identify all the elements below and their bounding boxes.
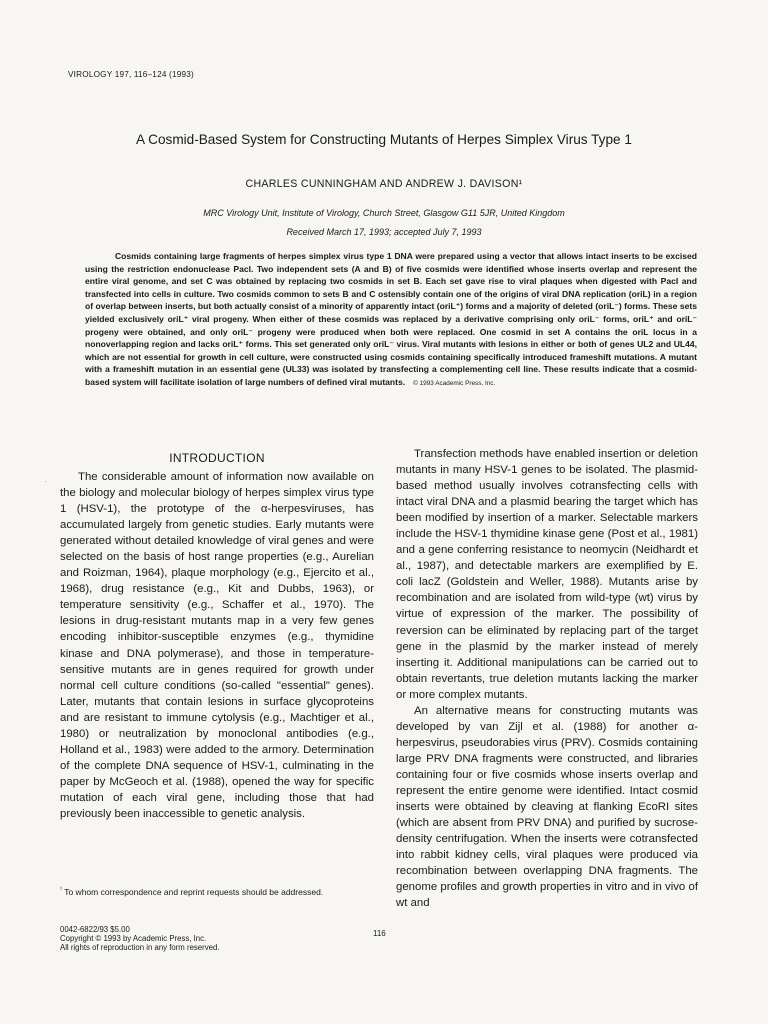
article-title: A Cosmid-Based System for Constructing Mutants of Herpes Simplex Virus Type 1 <box>136 132 632 147</box>
intro-heading-wrap <box>60 451 374 472</box>
intro-paragraph-2: Transfection methods have enabled insertion or deletion mutants in many HSV-1 genes to be isolated. The plasmid-based method usually involves cotransfecting cells with intact viral DNA and a plasmid bearing the target which has been modified by insertion of a marker. Selectable markers include the HSV-1 thymidine kinase gene (Post et al., 1981) and a gene conferring resistance to neomycin (Neidhardt et al., 1987), and detectable markers are exemplified by E. coli lacZ (Goldstein and Weller, 1988). Mutants arise by recombination and are isolated from wild-type (wt) virus by virtue of expression of the marker. The possibility of reversion can be eliminated by replacing part of the target gene in the plasmid by the marker instead of merely inserting it. Additional manipulations can be carried out to obtain revertants, true deletion mutants lacking the marker or more complex mutants. <box>396 448 698 701</box>
article-authors: CHARLES CUNNINGHAM AND ANDREW J. DAVISON¹ <box>245 178 523 190</box>
footnote <box>60 884 350 898</box>
footer-rights: All rights of reproduction in any form reserved. <box>60 943 220 952</box>
left-column <box>60 469 374 822</box>
footer-copyright: Copyright © 1993 by Academic Press, Inc. <box>60 934 207 943</box>
footnote-text: To whom correspondence and reprint requests should be addressed. <box>64 886 324 897</box>
abstract <box>85 250 697 391</box>
abstract-text: Cosmids containing large fragments of herpes simplex virus type 1 DNA were prepared using a vector that allows intact inserts to be excised using the restriction endonuclease PacI. Two independent sets (A and B) of five cosmids were identified whose inserts overlap and represent the entire viral genome, and set C was obtained by replacing two cosmids in set B. Each set gave rise to viral plaques when digested with PacI and transfected into cells in culture. Two cosmids common to sets B and C ostensibly contain one of the origins of viral DNA replication (oriL) in a region of overlap between inserts, but both actually consist of a minority of apparently intact (oriL⁺) forms and a majority of deleted (oriL⁻) forms. These sets yielded exclusively oriL⁺ viral progeny. When either of these cosmids was replaced by a derivative comprising only oriL⁻ forms, oriL⁺ and oriL⁻ progeny were obtained, and only oriL⁻ progeny were produced when both were replaced. One cosmid in set A contains the oriL locus in a nonoverlapping region and lacks oriL⁺ forms. This set generated only oriL⁻ virus. Viral mutants with lesions in either or both of genes UL2 and UL44, which are not essential for growth in cell culture, were constructed using cosmids containing specifically introduced frameshift mutations. A mutant with a frameshift mutation in an essential gene (UL33) was isolated by transfecting a complementing cell line. These results indicate that a cosmid-based system will facilitate isolation of large numbers of defined viral mutants. <box>85 251 697 387</box>
abstract-copyright: © 1993 Academic Press, Inc. <box>413 379 496 387</box>
journal-citation: VIROLOGY 197, 116–124 (1993) <box>68 70 194 79</box>
introduction-heading: INTRODUCTION <box>169 451 265 465</box>
intro-paragraph-1: The considerable amount of information now available on the biology and molecular biology of herpes simplex virus type 1 (HSV-1), the prototype of the α-herpesviruses, has accumulated largely from genetic studies. Early mutants were generated without detailed knowledge of viral genes and were selected on the basis of host range properties (e.g., Aurelian and Roizman, 1964), plaque morphology (e.g., Ejercito et al., 1968), drug resistance (e.g., Kit and Dubbs, 1963), or temperature sensitivity (e.g., Schaffer et al., 1970). The lesions in drug-resistant mutants map in a very few genes encoding inhibitor-susceptible enzymes (e.g., thymidine kinase and DNA polymerase), and those in temperature-sensitive mutants are in genes required for growth under normal cell culture conditions (so-called "essential" genes). Later, mutants that contain lesions in surface glycoproteins and are resistant to immune cytolysis (e.g., Machtiger et al., 1980) or neutralization by monoclonal antibodies (e.g., Holland et al., 1983) were added to the armory. Determination of the complete DNA sequence of HSV-1, culminating in the paper by McGeoch et al. (1988), opened the way for specific mutation of each viral gene, including those that had previously been inaccessible to genetic analysis. <box>60 471 374 820</box>
scan-mark: · <box>45 479 47 485</box>
footer-publication-info <box>60 925 219 952</box>
footnote-marker: ¹ <box>60 887 62 893</box>
right-column <box>396 446 698 911</box>
footer-code: 0042-6822/93 $5.00 <box>60 925 130 934</box>
author-affiliation: MRC Virology Unit, Institute of Virology, Church Street, Glasgow G11 5JR, United Kingdom <box>203 208 565 218</box>
intro-paragraph-3: An alternative means for constructing mutants was developed by van Zijl et al. (1988) for another α-herpesvirus, pseudorabies virus (PRV). Cosmids containing large PRV DNA fragments were constructed, and libraries containing four or five cosmids whose inserts overlap and represent the entire genome were identified. Intact cosmid inserts were obtained by cleaving at flanking EcoRI sites (which are absent from PRV DNA) and purified by sucrose-density centrifugation. When the inserts were cotransfected into rabbit kidney cells, viral plaques were produced via recombination between overlapping DNA fragments. The genome profiles and growth properties in vitro and in vivo of wt and <box>396 704 698 910</box>
page-number: 116 <box>373 929 386 938</box>
received-dates: Received March 17, 1993; accepted July 7, 1993 <box>286 227 482 237</box>
